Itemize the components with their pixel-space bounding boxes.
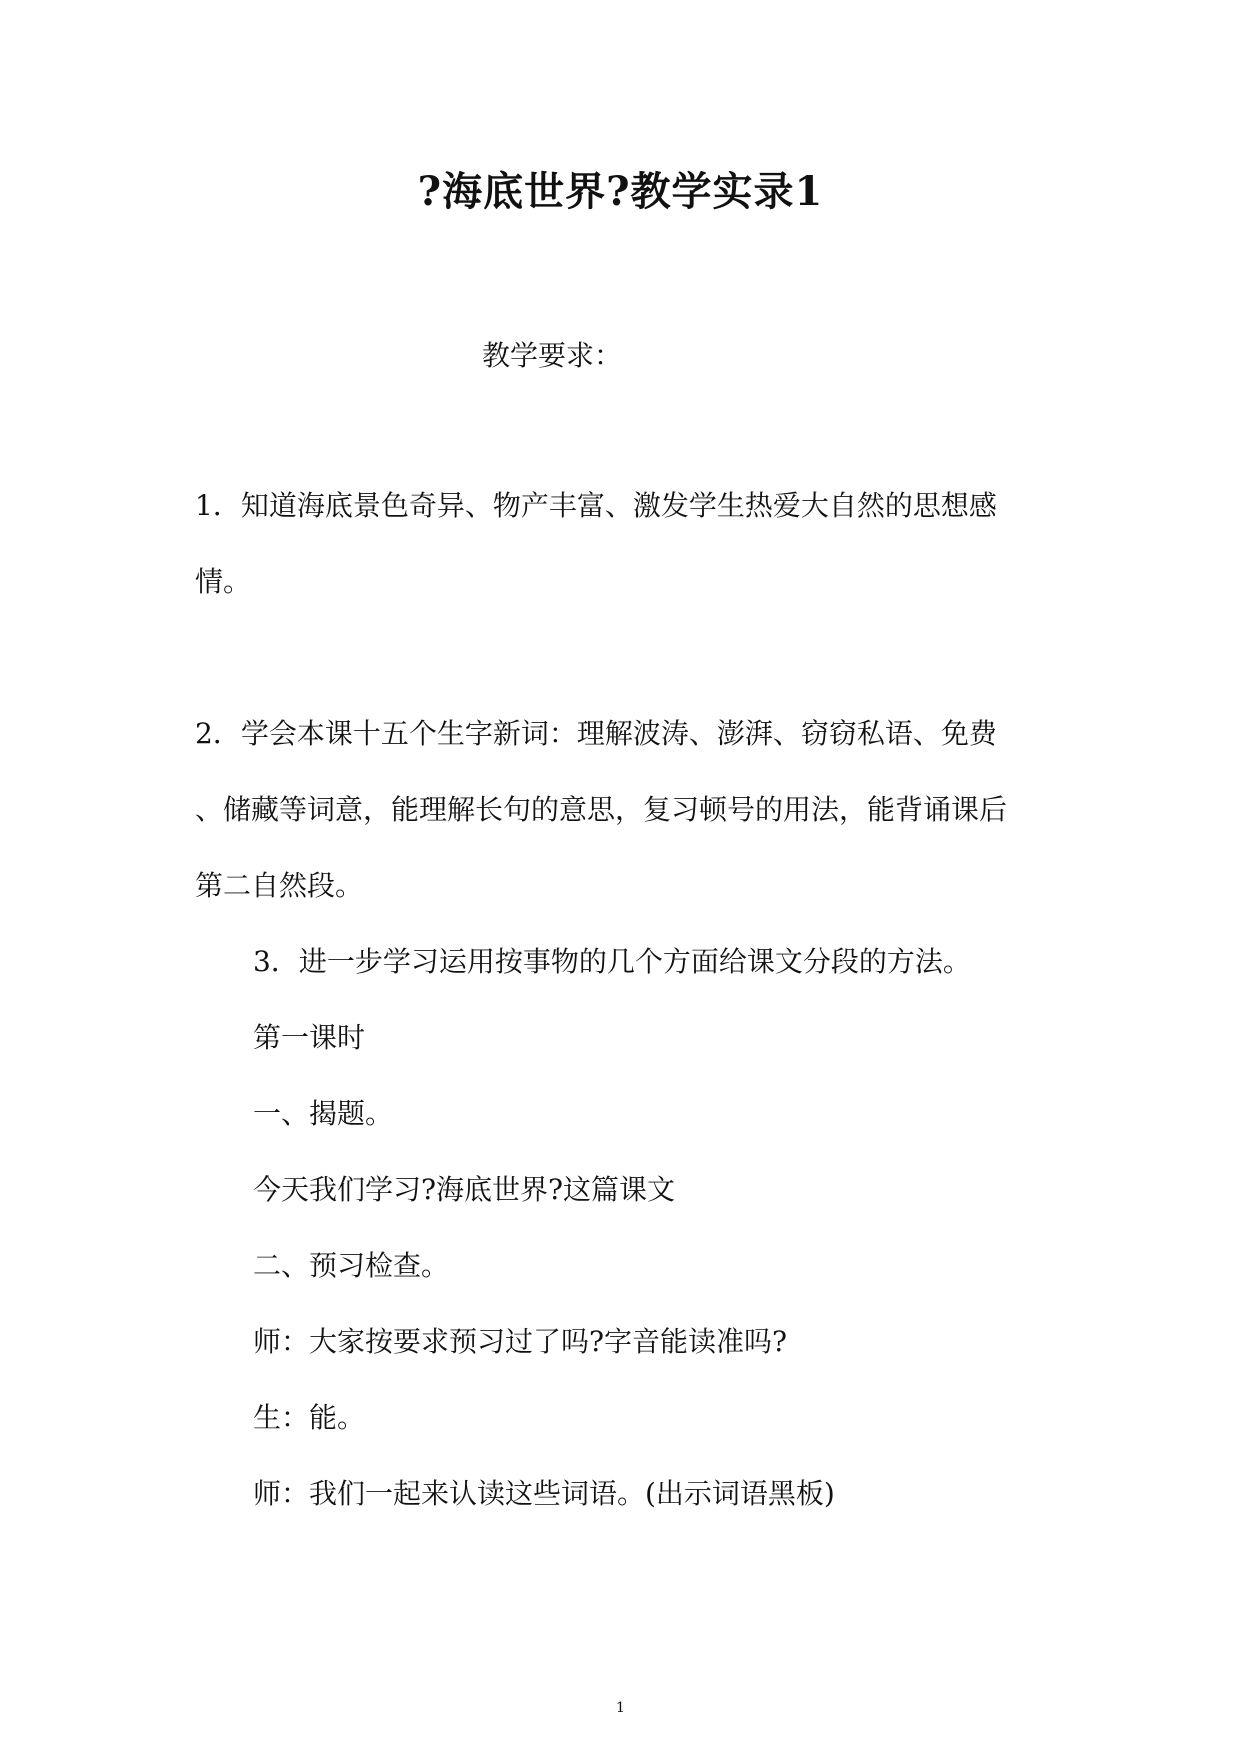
page-number: 1 [616, 1700, 625, 1716]
section-2-heading: 二、预习检查。 [253, 1249, 450, 1282]
requirement-1-line-1: 1．知道海底景色奇异、物产丰富、激发学生热爱大自然的思想感 [195, 489, 997, 522]
requirement-2-line-2: 、储藏等词意，能理解长句的意思，复习顿号的用法，能背诵课后 [195, 793, 1008, 826]
requirements-heading: 教学要求： [482, 339, 623, 372]
section-1-heading: 一、揭题。 [253, 1097, 394, 1130]
requirement-2-line-1: 2．学会本课十五个生字新词：理解波涛、澎湃、窃窃私语、免费 [195, 717, 997, 750]
dialogue-line-student-1: 生：能。 [253, 1401, 366, 1434]
document-title: ?海底世界?教学实录1 [417, 168, 824, 215]
requirement-3: 3．进一步学习运用按事物的几个方面给课文分段的方法。 [253, 945, 971, 978]
lesson-heading: 第一课时 [253, 1021, 366, 1054]
requirement-2-line-3: 第二自然段。 [195, 869, 364, 902]
requirement-1-line-2: 情。 [195, 565, 252, 598]
section-1-text: 今天我们学习?海底世界?这篇课文 [253, 1173, 676, 1206]
dialogue-line-teacher-2: 师：我们一起来认读这些词语。(出示词语黑板) [253, 1477, 835, 1510]
dialogue-line-teacher-1: 师：大家按要求预习过了吗?字音能读准吗? [253, 1325, 788, 1358]
